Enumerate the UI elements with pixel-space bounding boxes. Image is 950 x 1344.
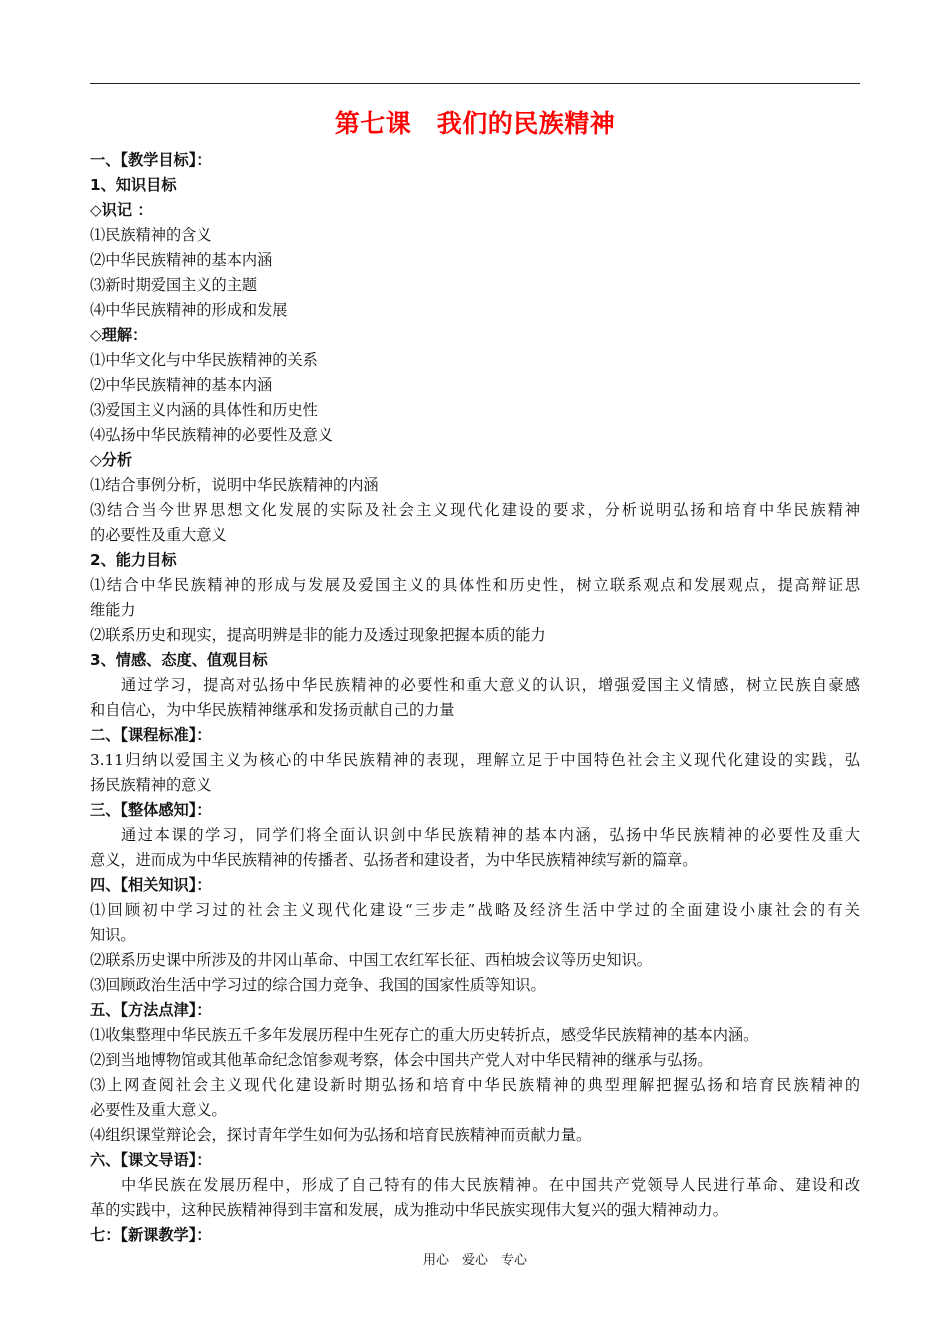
body-line: ⑶结合当今世界思想文化发展的实际及社会主义现代化建设的要求，分析说明弘扬和培育中华民族精神: [90, 501, 860, 519]
body-line: ⑶回顾政治生活中学习过的综合国力竞争、我国的国家性质等知识。: [90, 976, 546, 994]
body-line: ⑷弘扬中华民族精神的必要性及意义: [90, 426, 333, 444]
body-line: 通过本课的学习，同学们将全面认识剑中华民族精神的基本内涵，弘扬中华民族精神的必要性及重大: [121, 826, 860, 844]
body-line: ⑴结合中华民族精神的形成与发展及爱国主义的具体性和历史性，树立联系观点和发展观点，提高辩证思: [90, 576, 860, 594]
section-heading: 七：【新课教学】：: [90, 1226, 212, 1244]
body-line: 革的实践中，这种民族精神得到丰富和发展，成为推动中华民族实现伟大复兴的强大精神动力。: [90, 1201, 728, 1219]
body-line: ⑷中华民族精神的形成和发展: [90, 301, 288, 319]
page-footer: 用心 爱心 专心: [422, 1253, 527, 1268]
body-line: 知识。: [90, 926, 136, 944]
body-line: ⑶新时期爱国主义的主题: [90, 276, 258, 294]
section-heading: 3、情感、态度、值观目标: [90, 651, 268, 669]
section-heading: 一、【教学目标】：: [90, 151, 212, 169]
section-heading: ◇分析: [90, 451, 133, 469]
body-line: ⑵联系历史和现实，提高明辨是非的能力及透过现象把握本质的能力: [90, 626, 546, 644]
body-line: ⑵到当地博物馆或其他革命纪念馆参观考察，体会中国共产党人对中华民精神的继承与弘扬。: [90, 1051, 713, 1069]
document-body: [90, 148, 860, 1248]
section-heading: 二、【课程标准】：: [90, 726, 212, 744]
section-heading: 2、能力目标: [90, 551, 177, 569]
body-line: 维能力: [90, 601, 136, 619]
body-line: ⑶上网查阅社会主义现代化建设新时期弘扬和培育中华民族精神的典型理解把握弘扬和培育民族精神的: [90, 1076, 860, 1094]
section-heading: 1、知识目标: [90, 176, 177, 194]
body-line: 扬民族精神的意义: [90, 776, 212, 794]
body-line: ⑵中华民族精神的基本内涵: [90, 251, 273, 269]
header-rule: [90, 83, 860, 84]
body-line: 3.11归纳以爱国主义为核心的中华民族精神的表现，理解立足于中国特色社会主义现代化建设的实践，弘: [90, 751, 860, 769]
body-line: 通过学习，提高对弘扬中华民族精神的必要性和重大意义的认识，增强爱国主义情感，树立民族自豪感: [121, 676, 860, 694]
section-heading: 四、【相关知识】：: [90, 876, 212, 894]
body-line: ⑴民族精神的含义: [90, 226, 212, 244]
body-line: ⑵联系历史课中所涉及的井冈山革命、中国工农红军长征、西柏坡会议等历史知识。: [90, 951, 652, 969]
body-line: 必要性及重大意义。: [90, 1101, 227, 1119]
section-heading: 六、【课文导语】：: [90, 1151, 212, 1169]
document-title: 第七课 我们的民族精神: [334, 109, 616, 138]
body-line: ⑵中华民族精神的基本内涵: [90, 376, 273, 394]
section-heading: ◇理解：: [90, 326, 148, 344]
body-line: ⑴回顾初中学习过的社会主义现代化建设“三步走”战略及经济生活中学过的全面建设小康社会的有关: [90, 901, 860, 919]
section-heading: 三、【整体感知】：: [90, 801, 212, 819]
body-line: ⑴中华文化与中华民族精神的关系: [90, 351, 318, 369]
body-line: 的必要性及重大意义: [90, 526, 227, 544]
body-line: 和自信心，为中华民族精神继承和发扬贡献自己的力量: [90, 701, 455, 719]
body-line: ⑶爱国主义内涵的具体性和历史性: [90, 401, 318, 419]
body-line: ⑷组织课堂辩论会，探讨青年学生如何为弘扬和培育民族精神而贡献力量。: [90, 1126, 592, 1144]
body-line: ⑴收集整理中华民族五千多年发展历程中生死存亡的重大历史转折点，感受华民族精神的基本内涵。: [90, 1026, 759, 1044]
body-line: 中华民族在发展历程中，形成了自己特有的伟大民族精神。在中国共产党领导人民进行革命、建设和改: [121, 1176, 860, 1194]
section-heading: ◇识记 ：: [90, 201, 153, 219]
section-heading: 五、【方法点津】：: [90, 1001, 212, 1019]
body-line: 意义，进而成为中华民族精神的传播者、弘扬者和建设者，为中华民族精神续写新的篇章。: [90, 851, 698, 869]
body-line: ⑴结合事例分析，说明中华民族精神的内涵: [90, 476, 379, 494]
